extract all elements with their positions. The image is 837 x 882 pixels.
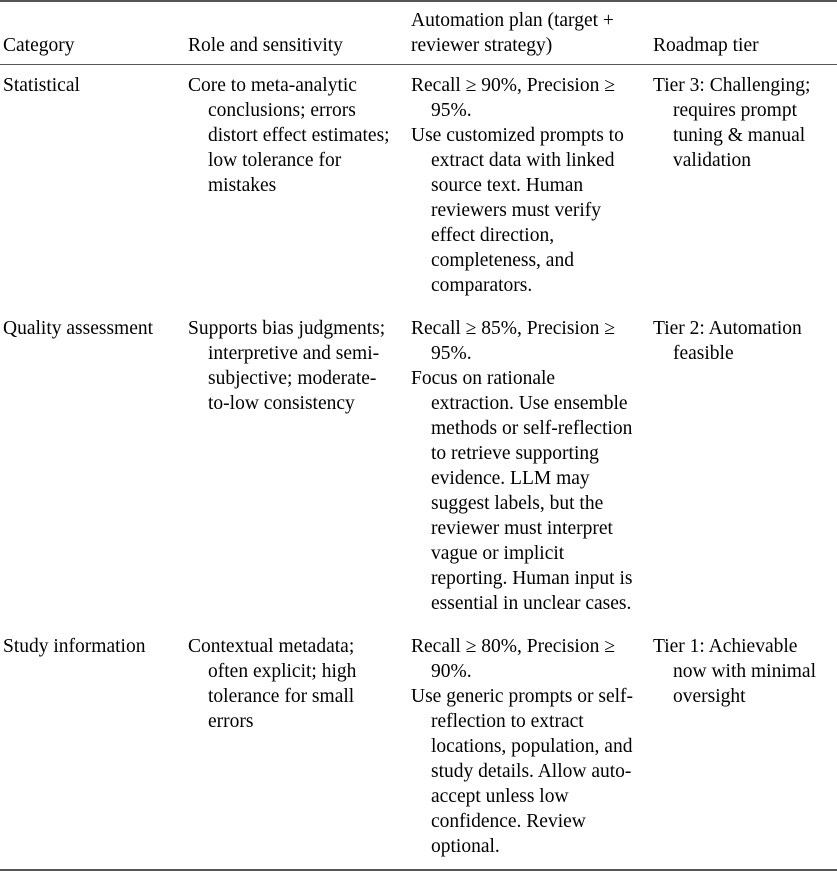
table-row	[0, 626, 837, 870]
automation-strategy-text: Focus on rationale extraction. Use ensemble methods or self-reflection to retrieve supporting evidence. LLM may suggest labels, but the reviewer must interpret vague or implicit reporting. Human input is essential in unclear cases.	[411, 368, 633, 614]
table-header	[0, 1, 837, 65]
automation-target-text: Recall ≥ 80%, Precision ≥ 90%.	[411, 636, 615, 682]
category-text: Study information	[3, 636, 146, 657]
cell-roadmap-tier	[650, 65, 837, 309]
table-row	[0, 65, 837, 309]
automation-strategy-text: Use customized prompts to extract data with linked source text. Human reviewers must verify effect direction, completeness, and comparators.	[411, 125, 624, 296]
cell-role-and-sensitivity	[185, 308, 408, 626]
automation-target-text: Recall ≥ 90%, Precision ≥ 95%.	[411, 75, 615, 121]
cell-role-and-sensitivity	[185, 626, 408, 870]
category-text: Quality assessment	[3, 318, 154, 339]
role-text: Core to meta-analytic conclusions; errors distort effect estimates; low tolerance for mistakes	[188, 75, 390, 196]
cell-automation-plan	[408, 626, 650, 870]
cell-category	[0, 308, 185, 626]
column-header-automation-plan: Automation plan (target + reviewer strategy)	[408, 1, 650, 65]
roadmap-tier-text: Tier 3: Challenging; requires prompt tuning & manual validation	[653, 75, 811, 171]
cell-category	[0, 65, 185, 309]
automation-strategy-text: Use generic prompts or self-reflection to extract locations, population, and study details. Allow auto-accept unless low confidence. Review optional.	[411, 686, 634, 857]
cell-role-and-sensitivity	[185, 65, 408, 309]
cell-automation-plan	[408, 65, 650, 309]
column-header-category: Category	[0, 1, 185, 65]
automation-target-text: Recall ≥ 85%, Precision ≥ 95%.	[411, 318, 615, 364]
column-header-roadmap-tier: Roadmap tier	[650, 1, 837, 65]
cell-automation-plan	[408, 308, 650, 626]
cell-roadmap-tier	[650, 308, 837, 626]
cell-roadmap-tier	[650, 626, 837, 870]
role-text: Supports bias judgments; interpretive and semi-subjective; moderate-to-low consistency	[188, 318, 386, 414]
table-row	[0, 308, 837, 626]
category-text: Statistical	[3, 75, 80, 96]
table-header-row	[0, 1, 837, 65]
roadmap-tier-text: Tier 1: Achievable now with minimal oversight	[653, 636, 816, 707]
table-body	[0, 65, 837, 871]
roadmap-tier-text: Tier 2: Automation feasible	[653, 318, 802, 364]
column-header-role-and-sensitivity: Role and sensitivity	[185, 1, 408, 65]
role-text: Contextual metadata; often explicit; high tolerance for small errors	[188, 636, 357, 732]
cell-category	[0, 626, 185, 870]
